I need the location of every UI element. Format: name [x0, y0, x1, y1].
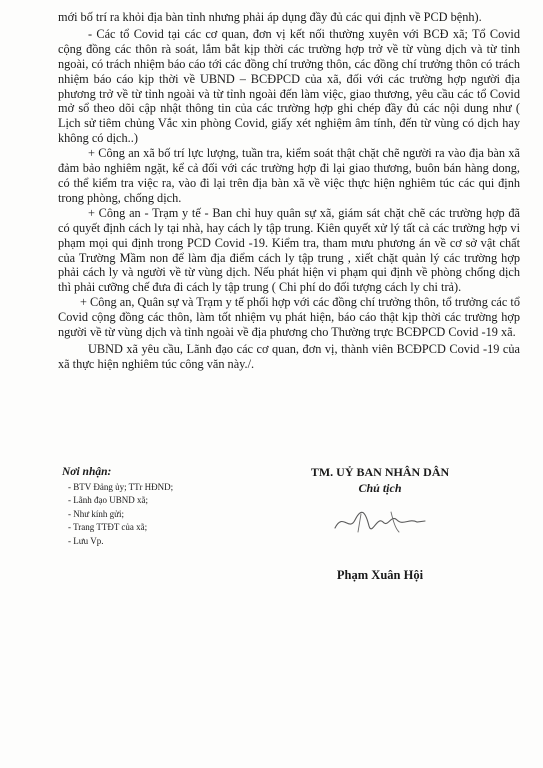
- recipient-item: - Như kính gửi;: [68, 508, 272, 522]
- document-body: [58, 10, 520, 372]
- paragraph-police-patrol: + Công an xã bố trí lực lượng, tuần tra, kiểm soát thật chặt chẽ người ra vào địa bàn xã đảm bảo nghiêm ngặt, kể cả đối với các trường hợp đi lại giao thương, buôn bán hàng dong, có thể kiểm tra việc ra, vào đi lại trên địa bàn xã về việc thực hiện nghiêm túc các qui định trong phòng, chống dịch.: [58, 146, 520, 205]
- recipient-item: - BTV Đảng ủy; TTr HĐND;: [68, 481, 272, 495]
- recipient-item: - Lãnh đạo UBND xã;: [68, 494, 272, 508]
- signature-organization: TM. UỶ BAN NHÂN DÂN: [310, 465, 450, 479]
- paragraph-coordination: + Công an, Quân sự và Trạm y tế phối hợp với các đồng chí trưởng thôn, tổ trưởng các tổ Covid cộng đồng các thôn, làm tốt nhiệm vụ phát hiện, báo cáo thật kịp thời các trường hợp người về từ vùng dịch và tỉnh ngoài về địa phương cho Thường trực BCĐPCD Covid -19 xã.: [58, 295, 520, 340]
- paragraph-isolation-supervision: + Công an - Trạm y tế - Ban chỉ huy quân sự xã, giám sát chặt chẽ các trường hợp đã có quyết định cách ly tại nhà, hay cách ly tập trung. Kiên quyết xử lý tất cả các trường hợp vi phạm mọi qui định trong PCD Covid -19. Kiểm tra, tham mưu phương án về cơ sở vật chất của Trường Mầm non để làm địa điểm cách ly tập trung , xiết chặt quản lý các trường hợp phải cách ly và người về từ vùng dịch. Nếu phát hiện vi phạm qui định về phòng chống dịch thì phải cưỡng chế đưa đi cách ly tập trung ( Chi phí do đối tượng cách ly chi trả).: [58, 205, 520, 295]
- recipient-item: - Lưu Vp.: [68, 535, 272, 549]
- recipient-item: - Trang TTĐT của xã;: [68, 521, 272, 535]
- paragraph-closing-request: UBND xã yêu cầu, Lãnh đạo các cơ quan, đơn vị, thành viên BCĐPCD Covid -19 của xã thực hiện nghiêm túc công văn này./.: [58, 341, 520, 371]
- handwritten-signature: [325, 502, 435, 542]
- paragraph-covid-teams: - Các tổ Covid tại các cơ quan, đơn vị kết nối thường xuyên với BCĐ xã; Tổ Covid cộng đồng các thôn rà soát, lắm bắt kịp thời các trường hợp trở về từ vùng dịch và từ tỉnh ngoài, có trách nhiệm báo cáo tới các đồng chí trưởng thôn, các đồng chí trưởng thôn có trách nhiệm báo cáo kịp thời về UBND – BCĐPCD của xã, đối với các trường hợp người địa phương trở về từ tỉnh ngoài và từ tỉnh ngoài đến làm việc, giao thương, yêu cầu các tổ Covid mở sổ theo dõi cập nhật thông tin của các trường hợp ghi chép đầy đủ các nội dung như ( Lịch sử tiêm chủng Vắc xin phòng Covid, giấy xét nghiệm âm tính, đến từ vùng có dịch hay không có dịch..): [58, 26, 520, 146]
- signature-role: Chủ tịch: [358, 481, 402, 495]
- recipients-block: [62, 466, 272, 548]
- signature-block: [300, 464, 460, 583]
- signer-name: Phạm Xuân Hội: [336, 568, 424, 582]
- paragraph-continuation: mới bố trí ra khỏi địa bàn tỉnh nhưng phải áp dụng đầy đủ các qui định về PCD bệnh).: [58, 10, 482, 24]
- recipients-heading: Nơi nhận:: [62, 466, 112, 478]
- recipients-list: [62, 481, 272, 549]
